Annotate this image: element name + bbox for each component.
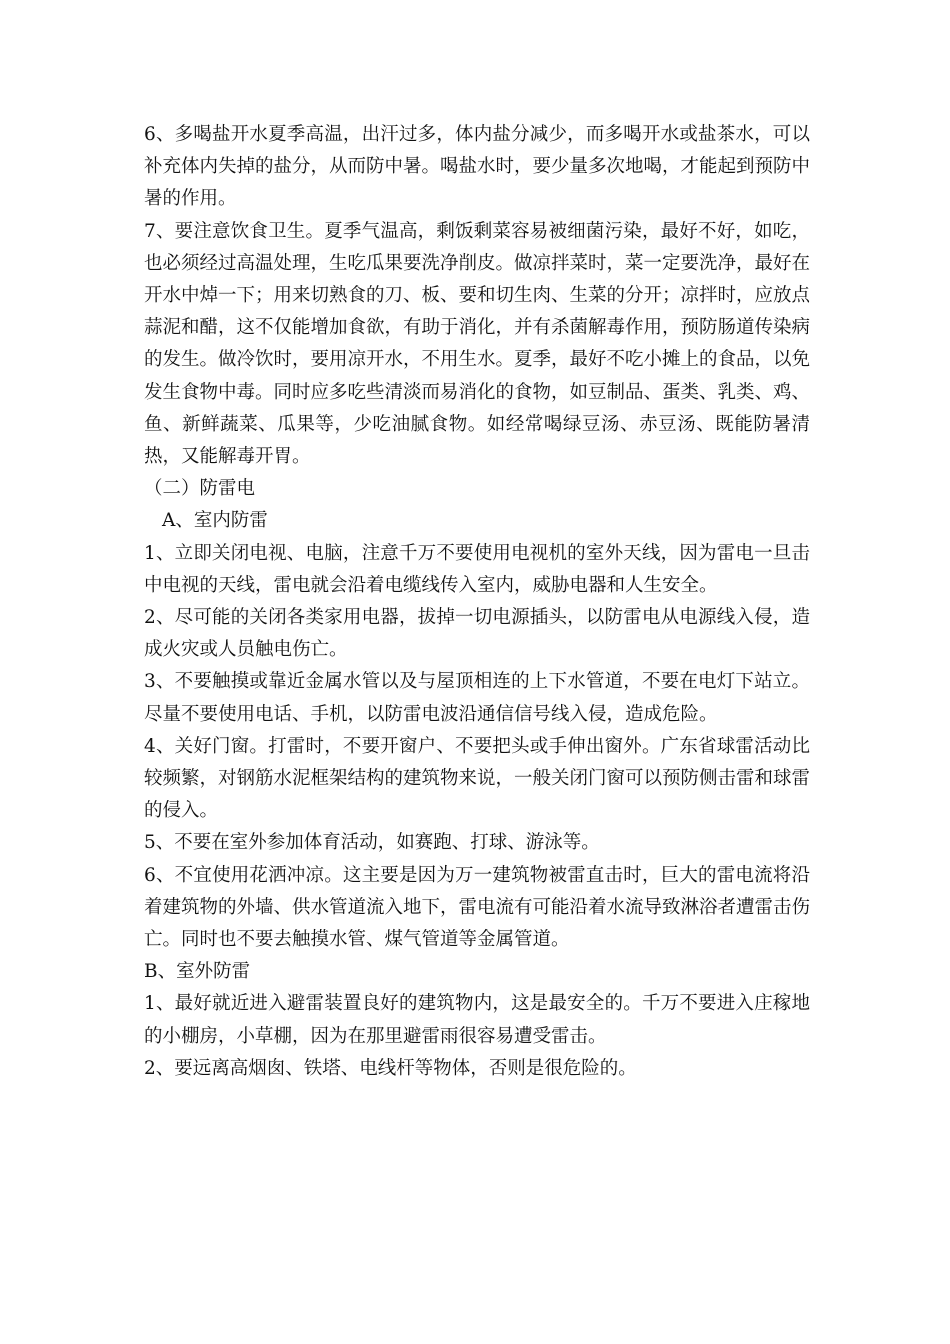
indoor-item-6: 6、不宜使用花洒冲凉。这主要是因为万一建筑物被雷直击时，巨大的雷电流将沿着建筑物的外墙、供水管道流入地下，雷电流有可能沿着水流导致淋浴者遭雷击伤亡。同时也不要去触摸水管、煤气管道等金属管道。 [144, 864, 811, 951]
paragraph-item-6-salt-water: 6、多喝盐开水夏季高温，出汗过多，体内盐分减少，而多喝开水或盐茶水，可以补充体内失掉的盐分，从而防中暑。喝盐水时，要少量多次地喝，才能起到预防中暑的作用。 [144, 124, 811, 210]
indoor-item-2: 2、尽可能的关闭各类家用电器，拔掉一切电源插头，以防雷电从电源线入侵，造成火灾或人员触电伤亡。 [144, 607, 810, 661]
indoor-item-5: 5、不要在室外参加体育活动，如赛跑、打球、游泳等。 [144, 832, 600, 854]
indoor-item-3: 3、不要触摸或靠近金属水管以及与屋顶相连的上下水管道，不要在电灯下站立。尽量不要使用电话、手机，以防雷电波沿通信信号线入侵，造成危险。 [144, 671, 810, 725]
outdoor-item-1: 1、最好就近进入避雷装置良好的建筑物内，这是最安全的。千万不要进入庄稼地的小棚房，小草棚，因为在那里避雷雨很容易遭受雷击。 [144, 993, 810, 1047]
indoor-item-4: 4、关好门窗。打雷时，不要开窗户、不要把头或手伸出窗外。广东省球雷活动比较频繁，对钢筋水泥框架结构的建筑物来说，一般关闭门窗可以预防侧击雷和球雷的侵入。 [144, 735, 811, 822]
indoor-item-1: 1、立即关闭电视、电脑，注意千万不要使用电视机的室外天线，因为雷电一旦击中电视的天线，雷电就会沿着电缆线传入室内，威胁电器和人生安全。 [144, 542, 810, 596]
subsection-heading-outdoor: B、室外防雷 [144, 961, 251, 983]
section-heading-lightning: （二）防雷电 [144, 478, 256, 500]
document-body [144, 119, 810, 1085]
subsection-heading-indoor: A、室内防雷 [162, 510, 268, 532]
outdoor-item-2: 2、要远离高烟囱、铁塔、电线杆等物体，否则是很危险的。 [144, 1057, 637, 1079]
paragraph-item-7-food-hygiene: 7、要注意饮食卫生。夏季气温高，剩饭剩菜容易被细菌污染，最好不好，如吃，也必须经过高温处理，生吃瓜果要洗净削皮。做凉拌菜时，菜一定要洗净，最好在开水中焯一下；用来切熟食的刀、板、要和切生肉、生菜的分开；凉拌时，应放点蒜泥和醋，这不仅能增加食欲，有助于消化，并有杀菌解毒作用，预防肠道传染病的发生。做冷饮时，要用凉开水，不用生水。夏季，最好不吃小摊上的食品，以免发生食物中毒。同时应多吃些清淡而易消化的食物，如豆制品、蛋类、乳类、鸡、鱼、新鲜蔬菜、瓜果等，少吃油腻食物。如经常喝绿豆汤、赤豆汤、既能防暑清热，又能解毒开胃。 [144, 220, 811, 468]
